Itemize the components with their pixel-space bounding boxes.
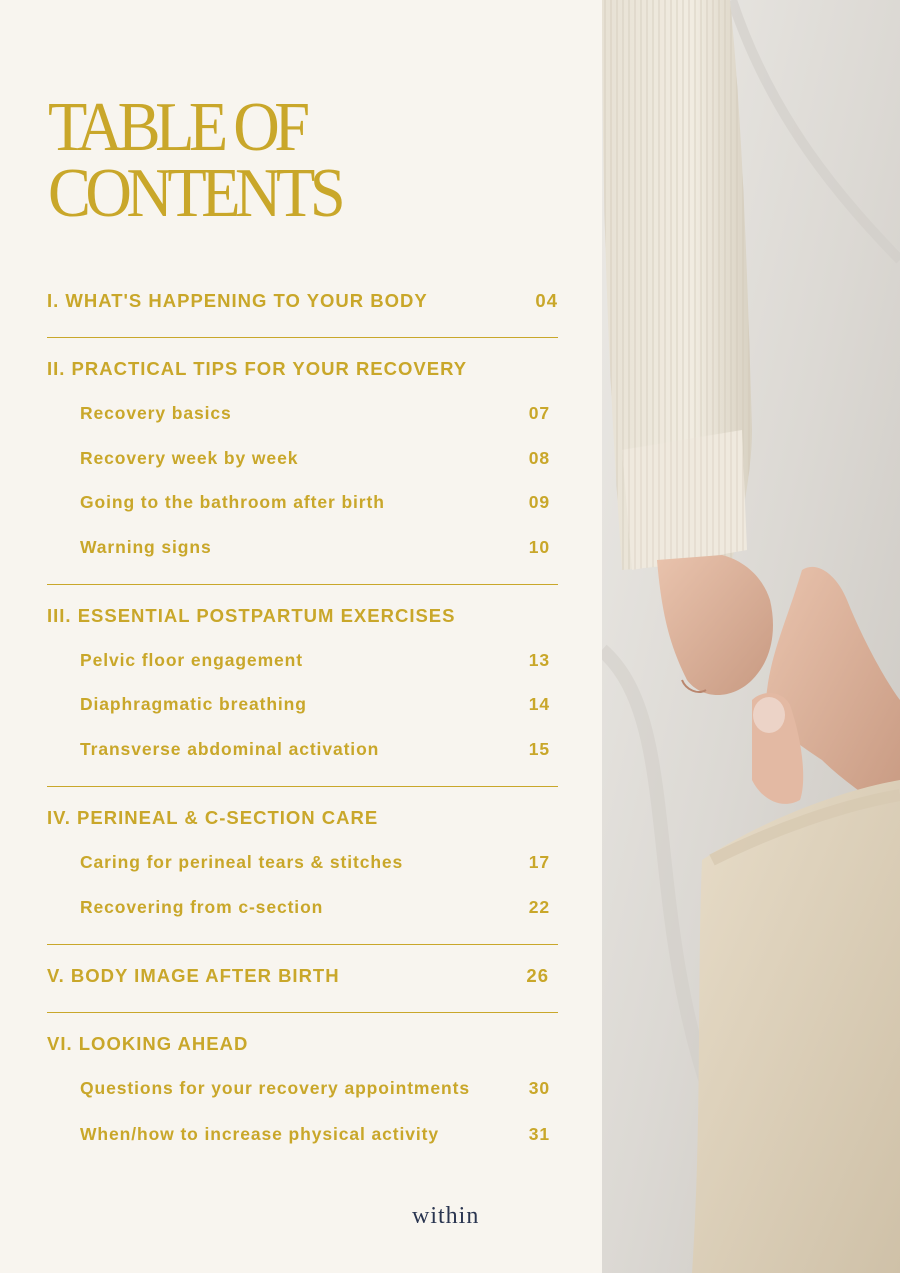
section-label: VI. LOOKING AHEAD bbox=[47, 1033, 249, 1054]
divider bbox=[47, 337, 558, 338]
item-page: 14 bbox=[528, 694, 550, 714]
section-label: V. BODY IMAGE AFTER BIRTH bbox=[47, 965, 340, 986]
item-label: Warning signs bbox=[80, 537, 212, 557]
section-label: IV. PERINEAL & C-SECTION CARE bbox=[47, 807, 379, 828]
item-label: Recovery week by week bbox=[80, 448, 299, 468]
title-line-2: CONTENTS bbox=[48, 155, 341, 232]
brand-logo: within bbox=[412, 1203, 480, 1229]
item-page: 08 bbox=[528, 448, 550, 468]
item-label: When/how to increase physical activity bbox=[80, 1124, 440, 1144]
item-label: Recovering from c-section bbox=[80, 897, 324, 917]
item-label: Caring for perineal tears & stitches bbox=[80, 852, 404, 872]
page-title bbox=[48, 89, 341, 232]
item-label: Questions for your recovery appointments bbox=[80, 1078, 470, 1098]
section-label: III. ESSENTIAL POSTPARTUM EXERCISES bbox=[47, 605, 456, 626]
item-page: 13 bbox=[528, 650, 550, 670]
section-label: I. WHAT'S HAPPENING TO YOUR BODY bbox=[47, 290, 428, 311]
item-page: 09 bbox=[528, 492, 550, 512]
cover-photo bbox=[602, 0, 900, 1273]
divider bbox=[47, 944, 558, 945]
item-label: Recovery basics bbox=[80, 403, 232, 423]
item-page: 10 bbox=[528, 537, 550, 557]
section-label: II. PRACTICAL TIPS FOR YOUR RECOVERY bbox=[47, 358, 468, 379]
divider bbox=[47, 1012, 558, 1013]
section-page: 04 bbox=[535, 290, 558, 311]
item-label: Going to the bathroom after birth bbox=[80, 492, 385, 512]
item-page: 22 bbox=[528, 897, 550, 917]
divider bbox=[47, 786, 558, 787]
divider bbox=[47, 584, 558, 585]
item-page: 31 bbox=[528, 1124, 550, 1144]
photo-illustration bbox=[602, 0, 900, 1273]
item-page: 07 bbox=[528, 403, 550, 423]
item-page: 30 bbox=[528, 1078, 550, 1098]
title-line-1: TABLE OF bbox=[48, 89, 305, 166]
item-page: 17 bbox=[528, 852, 550, 872]
item-label: Transverse abdominal activation bbox=[80, 739, 380, 759]
item-label: Pelvic floor engagement bbox=[80, 650, 303, 670]
item-label: Diaphragmatic breathing bbox=[80, 694, 307, 714]
item-page: 15 bbox=[528, 739, 550, 759]
section-page: 26 bbox=[526, 965, 549, 986]
